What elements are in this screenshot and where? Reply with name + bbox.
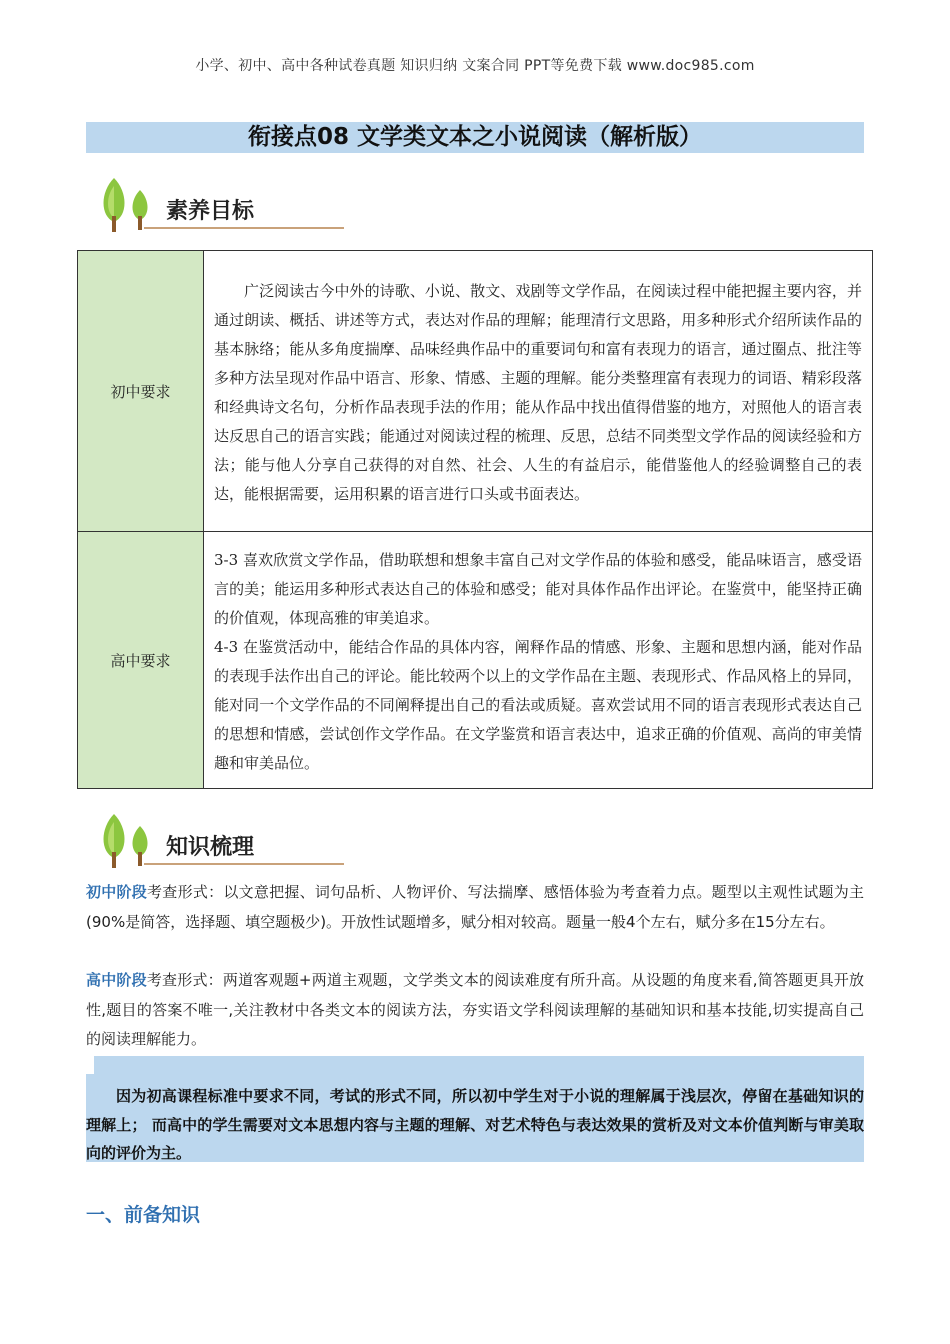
page-title: 衔接点08 文学类文本之小说阅读（解析版）	[86, 122, 864, 153]
callout-corner	[86, 1056, 94, 1074]
senior-requirement-text-1: 3-3 喜欢欣赏文学作品，借助联想和想象丰富自己对文学作品的体验和感受，能品味语言，感受语言的美；能运用多种形式表达自己的体验和感受；能对具体作品作出评论。在鉴赏中，能坚持正确的价值观，体现高雅的审美追求。	[214, 551, 862, 627]
highlight-text: 因为初高课程标准中要求不同，考试的形式不同，所以初中学生对于小说的理解属于浅层次，停留在基础知识的理解上； 而高中的学生需要对文本思想内容与主题的理解、对艺术特色与表达效果的赏析及对文本价值判断与审美取向的评价为主。	[86, 1087, 864, 1162]
heading-underline	[144, 227, 344, 229]
site-banner: 小学、初中、高中各种试卷真题 知识归纳 文案合同 PPT等免费下载 www.doc985.com	[195, 58, 755, 74]
table-row	[78, 532, 873, 789]
senior-stage-paragraph	[86, 966, 864, 1055]
section-goals	[96, 172, 316, 236]
table-row	[78, 251, 873, 532]
stage-label: 初中阶段	[86, 883, 148, 901]
section-knowledge	[96, 808, 316, 872]
stage-label: 高中阶段	[86, 971, 147, 989]
highlight-callout	[86, 1056, 864, 1162]
requirements-table	[77, 250, 873, 789]
heading-underline	[144, 863, 344, 865]
stage-text: 考查形式：以文意把握、词句品析、人物评价、写法揣摩、感悟体验为考查着力点。题型以主观性试题为主(90%是简答，选择题、填空题极少)。开放性试题增多，赋分相对较高。题量一般4个左右，赋分多在15分左右。	[86, 883, 864, 931]
senior-requirement-text-2: 4-3 在鉴赏活动中，能结合作品的具体内容，阐释作品的情感、形象、主题和思想内涵，能对作品的表现手法作出自己的评论。能比较两个以上的文学作品在主题、表现形式、作品风格上的异同，能对同一个文学作品的不同阐释提出自己的看法或质疑。喜欢尝试用不同的语言表现形式表达自己的思想和情感，尝试创作文学作品。在文学鉴赏和语言表达中，追求正确的价值观、高尚的审美情趣和审美品位。	[214, 638, 862, 772]
row-content	[204, 251, 873, 532]
row-label: 高中要求	[78, 532, 204, 789]
stage-text: 考查形式：两道客观题+两道主观题，文学类文本的阅读难度有所升高。从设题的角度来看,简答题更具开放性,题目的答案不唯一,关注教材中各类文本的阅读方法，夯实语文学科阅读理解的基础知识和基本技能,切实提高自己的阅读理解能力。	[86, 971, 864, 1048]
row-content	[204, 532, 873, 789]
junior-requirement-text: 广泛阅读古今中外的诗歌、小说、散文、戏剧等文学作品，在阅读过程中能把握主要内容，并通过朗读、概括、讲述等方式，表达对作品的理解；能理清行文思路，用多种形式介绍所读作品的基本脉络；能从多角度揣摩、品味经典作品中的重要词句和富有表现力的语言，通过圈点、批注等多种方法呈现对作品中语言、形象、情感、主题的理解。能分类整理富有表现力的词语、精彩段落和经典诗文名句，分析作品表现手法的作用；能从作品中找出值得借鉴的地方，对照他人的语言表达反思自己的语言实践；能通过对阅读过程的梳理、反思，总结不同类型文学作品的阅读经验和方法；能与他人分享自己获得的对自然、社会、人生的有益启示，能借鉴他人的经验调整自己的表达，能根据需要，运用积累的语言进行口头或书面表达。	[214, 282, 862, 503]
row-label: 初中要求	[78, 251, 204, 532]
section-heading: 知识梳理	[166, 835, 255, 860]
section-heading: 素养目标	[166, 199, 255, 224]
junior-stage-paragraph	[86, 878, 864, 937]
subheading: 一、前备知识	[86, 1204, 201, 1226]
